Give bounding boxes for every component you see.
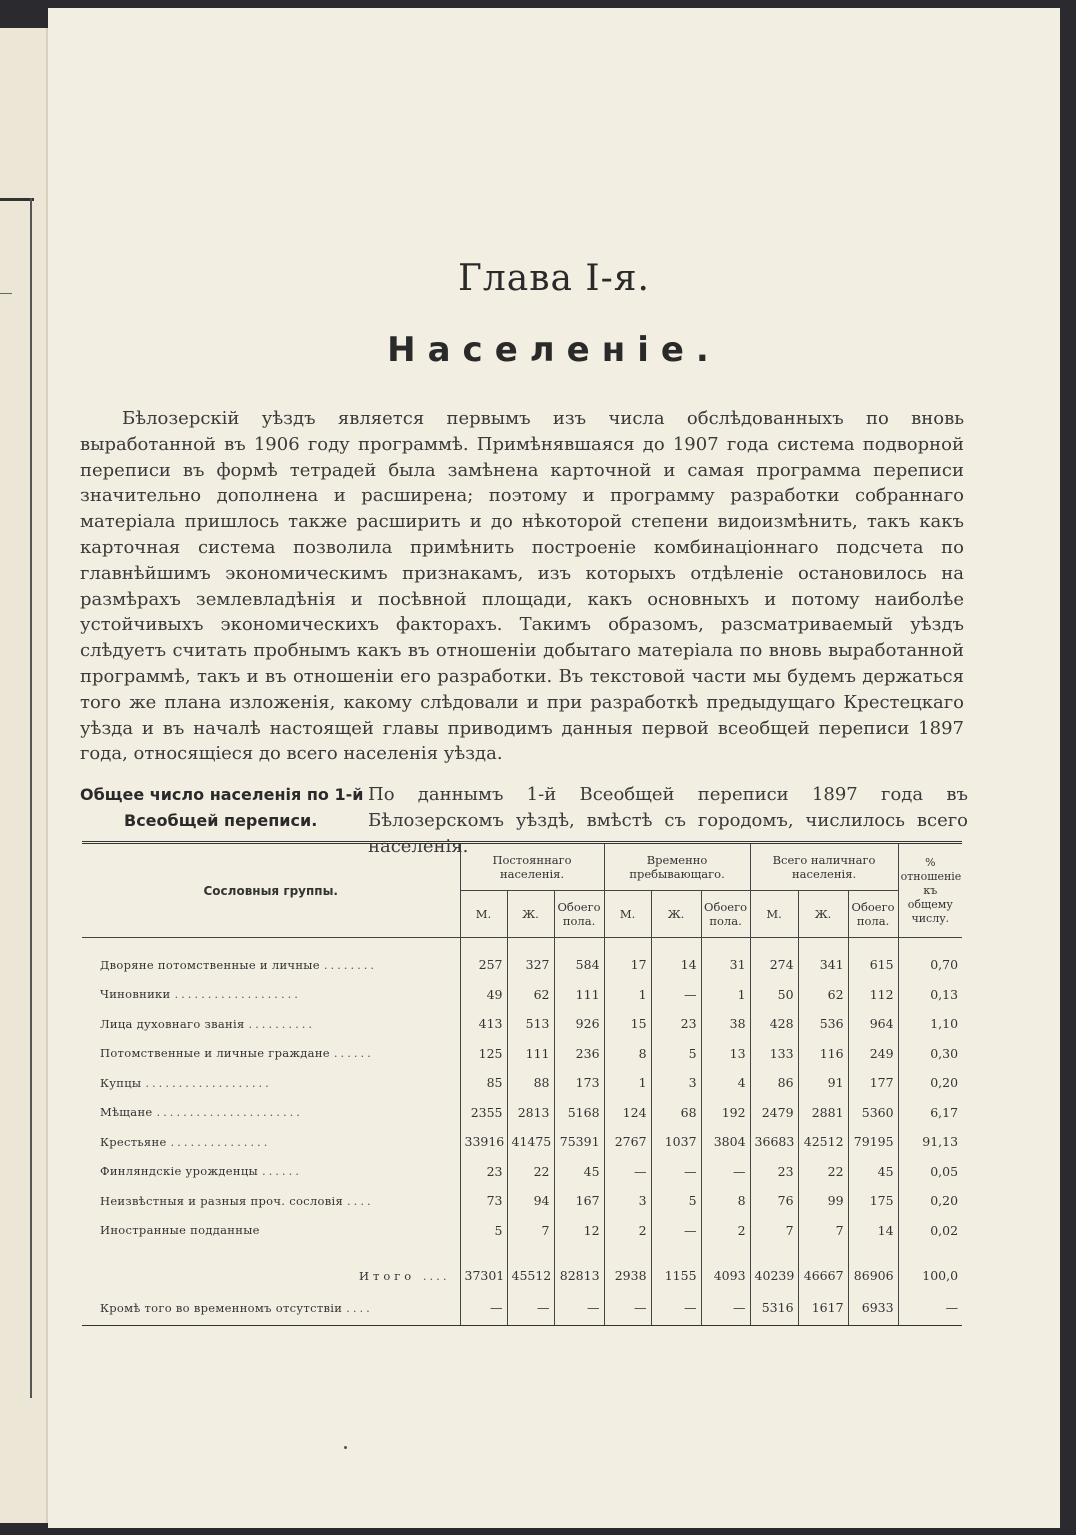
table-cell: 6,17 <box>898 1098 962 1128</box>
table-row <box>82 1157 962 1187</box>
table-cell: 0,02 <box>898 1216 962 1246</box>
table-cell: 62 <box>507 980 554 1010</box>
chapter-heading: Глава I-я. <box>458 258 650 299</box>
table-cell: — <box>604 1157 651 1187</box>
table-cell: 40239 <box>750 1261 798 1291</box>
table-cell: 249 <box>848 1039 898 1069</box>
table-cell: 0,30 <box>898 1039 962 1069</box>
table-cell: 2355 <box>460 1098 507 1128</box>
table-cell: 428 <box>750 1009 798 1039</box>
spacer-row <box>82 938 962 951</box>
table-cell: 413 <box>460 1009 507 1039</box>
row-label <box>82 980 460 1010</box>
row-label <box>82 1216 460 1246</box>
row-label <box>82 1291 460 1326</box>
table-cell: 94 <box>507 1186 554 1216</box>
table-cell: 73 <box>460 1186 507 1216</box>
table-row <box>82 980 962 1010</box>
table-cell: — <box>604 1291 651 1326</box>
row-label-text: Итого <box>358 1268 416 1283</box>
table-cell: 0,20 <box>898 1068 962 1098</box>
table-cell: 14 <box>651 950 701 980</box>
row-label-text: Крестьяне <box>100 1134 167 1149</box>
table-cell: 8 <box>701 1186 750 1216</box>
previous-page-rule <box>0 198 34 201</box>
table-cell: 175 <box>848 1186 898 1216</box>
row-label <box>82 1068 460 1098</box>
previous-page-edge <box>0 28 48 1523</box>
table-cell: 116 <box>798 1039 848 1069</box>
table-cell: — <box>651 1291 701 1326</box>
table-cell: 5360 <box>848 1098 898 1128</box>
table-cell: 3804 <box>701 1127 750 1157</box>
row-label-text: Кромѣ того во временномъ отсутствіи <box>100 1300 343 1315</box>
table-cell: 76 <box>750 1186 798 1216</box>
table-cell: 615 <box>848 950 898 980</box>
table-cell: 2767 <box>604 1127 651 1157</box>
table-cell: 5 <box>651 1186 701 1216</box>
subheader-m: М. <box>460 891 507 938</box>
table-cell: 23 <box>750 1157 798 1187</box>
table-cell: 13 <box>701 1039 750 1069</box>
row-label <box>82 1261 460 1291</box>
leader-dots: ...... <box>333 1046 374 1061</box>
table-cell: 14 <box>848 1216 898 1246</box>
table-cell: 1037 <box>651 1127 701 1157</box>
table-cell: 177 <box>848 1068 898 1098</box>
table-cell: 50 <box>750 980 798 1010</box>
table-row <box>82 1291 962 1326</box>
col-header-percent: % отношеніе къ общему числу. <box>898 844 962 938</box>
table-cell: 192 <box>701 1098 750 1128</box>
document-page <box>48 8 1060 1528</box>
table-cell: 5 <box>651 1039 701 1069</box>
table-row <box>82 1039 962 1069</box>
leader-dots: ...................... <box>156 1105 303 1120</box>
intro-paragraph: Бѣлозерскій уѣздъ является первымъ изъ числа обслѣдованныхъ по вновь выработанной въ 1906 году программѣ. Примѣнявшаяся до 1907 года система подворной переписи въ формѣ тетрадей была замѣнена карточной и самая программа переписи значительно дополнена и расширена; поэтому и программу разработки собраннаго матеріала пришлось также расширить и до нѣкоторой степени видоизмѣнить, такъ какъ карточная система позволила примѣнить построеніе комбинаціоннаго подсчета по главнѣйшимъ экономическимъ признакамъ, изъ которыхъ отдѣленіе остановилось на размѣрахъ землевладѣнія и посѣвной площади, какъ основныхъ и потому наиболѣе устойчивыхъ экономическихъ факторахъ. Такимъ образомъ, разсматриваемый уѣздъ слѣдуетъ считать пробнымъ какъ въ отношеніи добытаго матеріала по вновь выработанной программѣ, такъ и въ отношеніи его разработки. Въ текстовой части мы будемъ держаться того же плана изложенія, какому слѣдовали и при разработкѣ предыдущаго Крестецкаго уѣзда и въ началѣ настоящей главы приводимъ данныя первой всеобщей переписи 1897 года, относящіеся до всего населенія уѣзда. <box>80 408 964 765</box>
previous-page-rule <box>30 198 32 1398</box>
table-cell: 3 <box>651 1068 701 1098</box>
table-cell: 86 <box>750 1068 798 1098</box>
row-label-text: Чиновники <box>100 987 171 1002</box>
table-row <box>82 1098 962 1128</box>
leader-dots: ................... <box>174 987 301 1002</box>
table-cell: 257 <box>460 950 507 980</box>
table-cell: 0,05 <box>898 1157 962 1187</box>
row-label <box>82 1098 460 1128</box>
table-cell: 22 <box>798 1157 848 1187</box>
row-label <box>82 1009 460 1039</box>
table-cell: 2881 <box>798 1098 848 1128</box>
section-title: Населеніе. <box>387 330 721 370</box>
table-cell: — <box>898 1291 962 1326</box>
row-label <box>82 1039 460 1069</box>
table-cell: 45512 <box>507 1261 554 1291</box>
leader-dots: ........ <box>323 957 378 972</box>
spacer-row <box>82 1245 962 1261</box>
table-cell: 926 <box>554 1009 604 1039</box>
table-cell: 5168 <box>554 1098 604 1128</box>
table-cell: 4 <box>701 1068 750 1098</box>
table-cell: — <box>651 1157 701 1187</box>
table-cell: 41475 <box>507 1127 554 1157</box>
table-cell: 1617 <box>798 1291 848 1326</box>
table-row <box>82 1009 962 1039</box>
table-cell: 5 <box>460 1216 507 1246</box>
table-row <box>82 1186 962 1216</box>
table-cell: 0,70 <box>898 950 962 980</box>
row-label-text: Мѣщане <box>100 1105 153 1120</box>
table-cell: 0,20 <box>898 1186 962 1216</box>
table-row <box>82 1068 962 1098</box>
table-cell: 75391 <box>554 1127 604 1157</box>
leader-dots: ................... <box>145 1075 272 1090</box>
row-label-text: Потомственные и личные граждане <box>100 1046 330 1061</box>
table-cell: 100,0 <box>898 1261 962 1291</box>
table-row <box>82 1261 962 1291</box>
table-cell: 584 <box>554 950 604 980</box>
table-cell: 111 <box>507 1039 554 1069</box>
row-label-text: Неизвѣстныя и разныя проч. сословія <box>100 1193 344 1208</box>
subheader-both: Обоего пола. <box>701 891 750 938</box>
table-cell: 2813 <box>507 1098 554 1128</box>
table-row <box>82 1127 962 1157</box>
row-label-text: Купцы <box>100 1075 142 1090</box>
row-label <box>82 1127 460 1157</box>
table-cell: 45 <box>848 1157 898 1187</box>
table-cell: 38 <box>701 1009 750 1039</box>
subheader-both: Обоего пола. <box>848 891 898 938</box>
table-cell: 124 <box>604 1098 651 1128</box>
leader-dots: .... <box>347 1193 374 1208</box>
table-cell: — <box>554 1291 604 1326</box>
table-cell: 22 <box>507 1157 554 1187</box>
table-cell: 46667 <box>798 1261 848 1291</box>
table-cell: 23 <box>460 1157 507 1187</box>
table-cell: 37301 <box>460 1261 507 1291</box>
table-cell: 62 <box>798 980 848 1010</box>
col-header-permanent: Постояннаго населенія. <box>460 844 604 891</box>
table-cell: — <box>651 1216 701 1246</box>
table-cell: 12 <box>554 1216 604 1246</box>
row-label-text: Иностранные подданные <box>100 1223 260 1238</box>
table-cell: 4093 <box>701 1261 750 1291</box>
side-heading-line1: Общее число населенія по 1-й <box>80 785 364 804</box>
table-cell: 236 <box>554 1039 604 1069</box>
table-cell: 5316 <box>750 1291 798 1326</box>
table-cell: 1,10 <box>898 1009 962 1039</box>
subheader-m: М. <box>750 891 798 938</box>
print-dot <box>344 1446 347 1449</box>
table-row <box>82 1216 962 1246</box>
row-label <box>82 950 460 980</box>
table-cell: 2938 <box>604 1261 651 1291</box>
row-label-text: Лица духовнаго званія <box>100 1016 245 1031</box>
leader-dots: .... <box>346 1300 373 1315</box>
row-label-text: Финляндскіе урожденцы <box>100 1164 258 1179</box>
table-cell: 7 <box>507 1216 554 1246</box>
table-cell: 17 <box>604 950 651 980</box>
table-cell: 1 <box>604 980 651 1010</box>
side-heading <box>80 782 370 834</box>
table-cell: 31 <box>701 950 750 980</box>
table-cell: 3 <box>604 1186 651 1216</box>
table-cell: — <box>651 980 701 1010</box>
table-cell: 1 <box>701 980 750 1010</box>
table-cell: 2 <box>604 1216 651 1246</box>
subheader-f: Ж. <box>798 891 848 938</box>
table-cell: 36683 <box>750 1127 798 1157</box>
table-row <box>82 950 962 980</box>
table-cell: 33916 <box>460 1127 507 1157</box>
table-cell: 99 <box>798 1186 848 1216</box>
table-cell: 513 <box>507 1009 554 1039</box>
table-cell: 68 <box>651 1098 701 1128</box>
side-heading-line2: Всеобщей переписи. <box>124 811 318 830</box>
table-cell: 79195 <box>848 1127 898 1157</box>
table-cell: 82813 <box>554 1261 604 1291</box>
table-cell: 167 <box>554 1186 604 1216</box>
table-cell: 8 <box>604 1039 651 1069</box>
table-cell: 91 <box>798 1068 848 1098</box>
table-cell: 133 <box>750 1039 798 1069</box>
table-cell: — <box>460 1291 507 1326</box>
table-cell: 86906 <box>848 1261 898 1291</box>
subheader-f: Ж. <box>507 891 554 938</box>
table-cell: 91,13 <box>898 1127 962 1157</box>
table-cell: 45 <box>554 1157 604 1187</box>
side-text: По даннымъ 1-й Всеобщей переписи 1897 года въ Бѣлозерскомъ уѣздѣ, вмѣстѣ съ городомъ, числилось всего населенія. <box>368 784 968 857</box>
table-cell: 1155 <box>651 1261 701 1291</box>
row-label <box>82 1186 460 1216</box>
table-cell: 85 <box>460 1068 507 1098</box>
table-cell: 327 <box>507 950 554 980</box>
leader-dots: ...... <box>261 1164 302 1179</box>
table-cell: 274 <box>750 950 798 980</box>
table-cell: 1 <box>604 1068 651 1098</box>
leader-dots: .... <box>422 1268 450 1283</box>
table-cell: 0,13 <box>898 980 962 1010</box>
population-table <box>82 844 962 1326</box>
table-cell: 125 <box>460 1039 507 1069</box>
table-cell: 49 <box>460 980 507 1010</box>
table-cell: 341 <box>798 950 848 980</box>
population-table-wrapper <box>82 841 962 1354</box>
table-cell: 6933 <box>848 1291 898 1326</box>
table-cell: 112 <box>848 980 898 1010</box>
row-label <box>82 1157 460 1187</box>
subheader-both: Обоего пола. <box>554 891 604 938</box>
subheader-f: Ж. <box>651 891 701 938</box>
table-cell: 173 <box>554 1068 604 1098</box>
table-cell: 7 <box>798 1216 848 1246</box>
table-cell: 42512 <box>798 1127 848 1157</box>
table-cell: 111 <box>554 980 604 1010</box>
table-cell: 15 <box>604 1009 651 1039</box>
leader-dots: .......... <box>248 1016 316 1031</box>
col-header-present: Всего наличнаго населенія. <box>750 844 898 891</box>
col-header-groups: Сословныя группы. <box>82 844 460 938</box>
table-body <box>82 938 962 1326</box>
table-cell: 23 <box>651 1009 701 1039</box>
table-header-row <box>82 844 962 891</box>
table-cell: 2 <box>701 1216 750 1246</box>
table-cell: 2479 <box>750 1098 798 1128</box>
table-cell: 964 <box>848 1009 898 1039</box>
table-cell: 536 <box>798 1009 848 1039</box>
table-cell: — <box>701 1157 750 1187</box>
table-cell: 88 <box>507 1068 554 1098</box>
table-cell: 7 <box>750 1216 798 1246</box>
leader-dots: ............... <box>170 1134 271 1149</box>
table-cell: — <box>507 1291 554 1326</box>
row-label-text: Дворяне потомственные и личные <box>100 957 320 972</box>
col-header-temporary: Временно пребывающаго. <box>604 844 750 891</box>
subheader-m: М. <box>604 891 651 938</box>
table-cell: — <box>701 1291 750 1326</box>
previous-page-rule <box>0 293 12 294</box>
